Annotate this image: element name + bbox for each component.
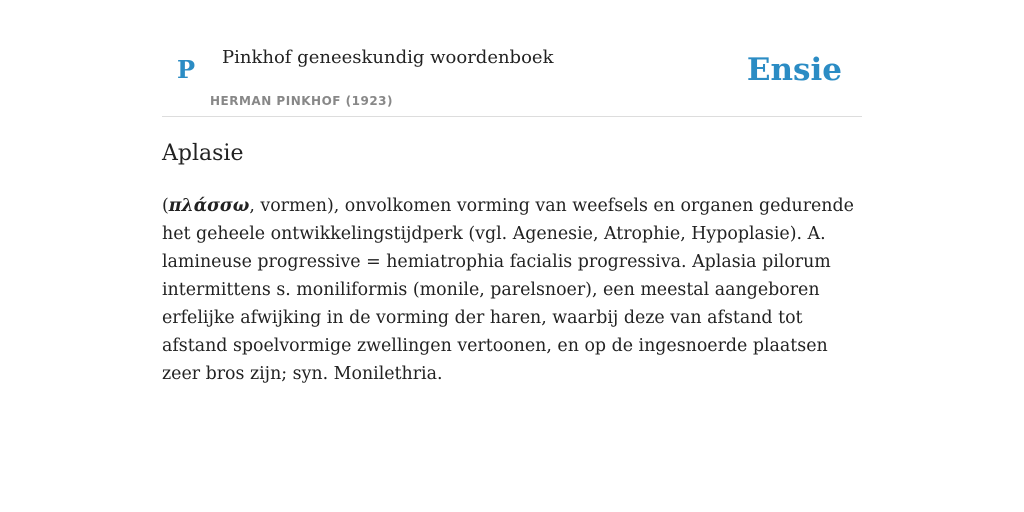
open-paren: ( bbox=[162, 196, 169, 216]
book-title-link[interactable]: Pinkhof geneeskundig woordenboek bbox=[222, 47, 554, 68]
entry-definition bbox=[162, 192, 862, 388]
ensie-logo-link[interactable]: Ensie bbox=[746, 52, 842, 88]
book-author: HERMAN PINKHOF (1923) bbox=[210, 94, 394, 108]
definition-text: , vormen), onvolkomen vorming van weefsels en organen gedurende het geheele ontwikkelingstijdperk (vgl. Agenesie, Atrophie, Hypoplasie). A. lamineuse progressive = hemiatrophia facialis progressiva. Aplasia pilorum intermittens s. moniliformis (monile, parelsnoer), een meestal aangeboren erfelijke afwijking in de vorming der haren, waarbij deze van afstand tot afstand spoelvormige zwellingen vertoonen, en op de ingesnoerde plaatsen zeer bros zijn; syn. Monilethria. bbox=[162, 196, 854, 384]
dictionary-header bbox=[162, 0, 862, 117]
book-logo[interactable]: P bbox=[177, 55, 196, 84]
greek-etymology: πλάσσω bbox=[168, 196, 250, 216]
entry-title: Aplasie bbox=[162, 141, 244, 166]
page-container bbox=[162, 0, 862, 512]
